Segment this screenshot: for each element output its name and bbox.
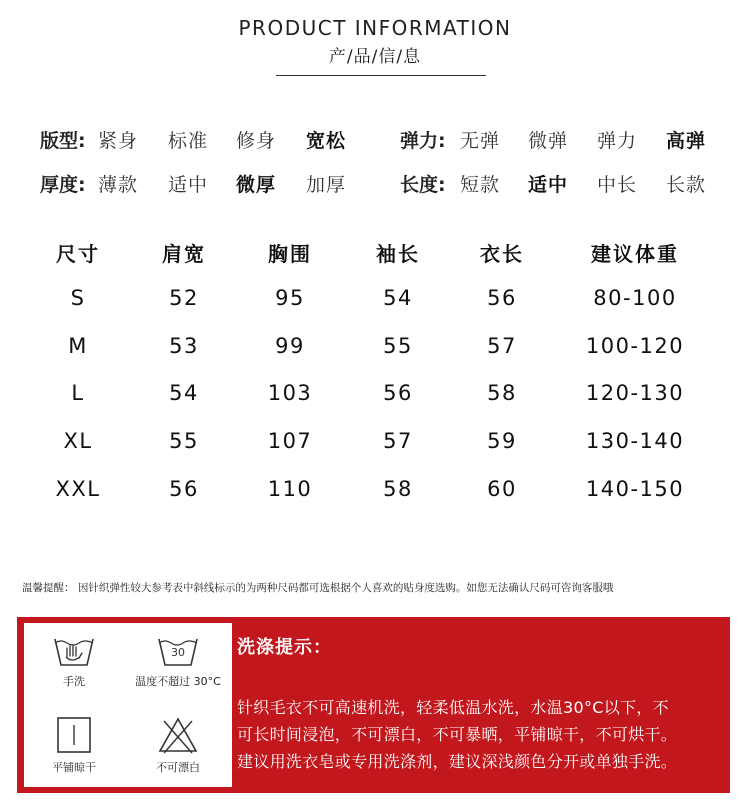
- table-cell: 57: [487, 334, 517, 358]
- attribute-option: 长款: [666, 174, 707, 196]
- table-cell: 56: [487, 286, 517, 310]
- table-cell: 120-130: [585, 381, 685, 405]
- attribute-option: 短款: [460, 174, 501, 196]
- attribute-label: 厚度:: [40, 174, 86, 196]
- table-cell: XXL: [55, 477, 101, 501]
- care-icons-panel: [24, 623, 232, 787]
- page-title: PRODUCT INFORMATION: [238, 16, 512, 40]
- table-cell: 54: [383, 286, 413, 310]
- care-caption: 温度不超过 30°C: [135, 675, 221, 688]
- attribute-option: 修身: [236, 130, 277, 152]
- page-subtitle: 产/品/信/息: [328, 47, 422, 67]
- no-bleach-icon: [128, 715, 228, 755]
- wash-temp-label: 30: [171, 646, 185, 659]
- table-cell: 130-140: [585, 429, 685, 453]
- table-header: 肩宽: [162, 242, 206, 266]
- hand-wash-icon: [24, 633, 124, 669]
- table-cell: 57: [383, 429, 413, 453]
- table-cell: 59: [487, 429, 517, 453]
- table-cell: 103: [267, 381, 313, 405]
- table-cell: L: [71, 381, 85, 405]
- size-note: 温馨提醒： 因针织弹性较大参考表中斜线标示的为两种尺码都可选根据个人喜欢的贴身度选购。如您无法确认尺码可咨询客服哦: [22, 582, 614, 594]
- table-cell: 54: [169, 381, 199, 405]
- table-cell: 55: [383, 334, 413, 358]
- table-header: 尺寸: [56, 242, 100, 266]
- care-instruction-line: 建议用洗衣皂或专用洗涤剂，建议深浅颜色分开或单独手洗。: [237, 752, 678, 771]
- table-cell: 53: [169, 334, 199, 358]
- care-instruction-line: 针织毛衣不可高速机洗，轻柔低温水洗，水温30°C以下，不: [237, 698, 669, 717]
- dry-flat-icon: [24, 715, 124, 755]
- care-item: [24, 715, 124, 775]
- table-cell: 60: [487, 477, 517, 501]
- attribute-option: 微弹: [528, 130, 569, 152]
- table-cell: 56: [383, 381, 413, 405]
- table-header: 衣长: [480, 242, 524, 266]
- attribute-option-selected: 适中: [528, 174, 569, 196]
- attribute-option-selected: 高弹: [666, 130, 707, 152]
- table-cell: 99: [275, 334, 305, 358]
- care-instruction-line: 可长时间浸泡，不可漂白，不可暴晒，平铺晾干，不可烘干。: [237, 725, 678, 744]
- attribute-label: 长度:: [400, 174, 446, 196]
- care-caption: 平铺晾干: [52, 761, 96, 774]
- table-cell: 55: [169, 429, 199, 453]
- care-panel: [17, 617, 730, 793]
- care-title: 洗涤提示：: [237, 637, 332, 658]
- table-cell: 58: [487, 381, 517, 405]
- table-cell: 80-100: [593, 286, 677, 310]
- table-cell: 110: [267, 477, 313, 501]
- attribute-elasticity: [400, 126, 720, 154]
- care-caption: 手洗: [63, 675, 85, 688]
- attribute-option: 无弹: [460, 130, 501, 152]
- table-cell: S: [70, 286, 86, 310]
- wash-30-icon: [156, 633, 200, 669]
- attribute-option: 加厚: [306, 174, 347, 196]
- table-header: 袖长: [376, 242, 420, 266]
- table-cell: M: [68, 334, 88, 358]
- attribute-thickness: [40, 170, 370, 198]
- attribute-option: 标准: [168, 130, 209, 152]
- attribute-option-selected: 微厚: [236, 174, 277, 196]
- table-cell: 100-120: [585, 334, 685, 358]
- attribute-length: [400, 170, 720, 198]
- attribute-option: 适中: [168, 174, 209, 196]
- care-item: [24, 633, 124, 689]
- attribute-label: 弹力:: [400, 130, 446, 152]
- attribute-option: 中长: [597, 174, 638, 196]
- attribute-option: 薄款: [98, 174, 139, 196]
- table-header: 建议体重: [591, 242, 679, 266]
- table-cell: 107: [267, 429, 313, 453]
- attribute-fit: [40, 126, 370, 154]
- table-cell: XL: [63, 429, 93, 453]
- care-caption: 不可漂白: [156, 761, 200, 774]
- care-item: [128, 633, 228, 689]
- attribute-option: 紧身: [98, 130, 139, 152]
- table-cell: 95: [275, 286, 305, 310]
- attribute-label: 版型:: [40, 130, 86, 152]
- table-header: 胸围: [268, 242, 312, 266]
- care-item: [128, 715, 228, 775]
- table-cell: 56: [169, 477, 199, 501]
- table-cell: 52: [169, 286, 199, 310]
- table-cell: 58: [383, 477, 413, 501]
- attribute-option: 弹力: [597, 130, 638, 152]
- title-divider: [276, 75, 486, 76]
- table-cell: 140-150: [585, 477, 685, 501]
- attribute-option-selected: 宽松: [306, 130, 347, 152]
